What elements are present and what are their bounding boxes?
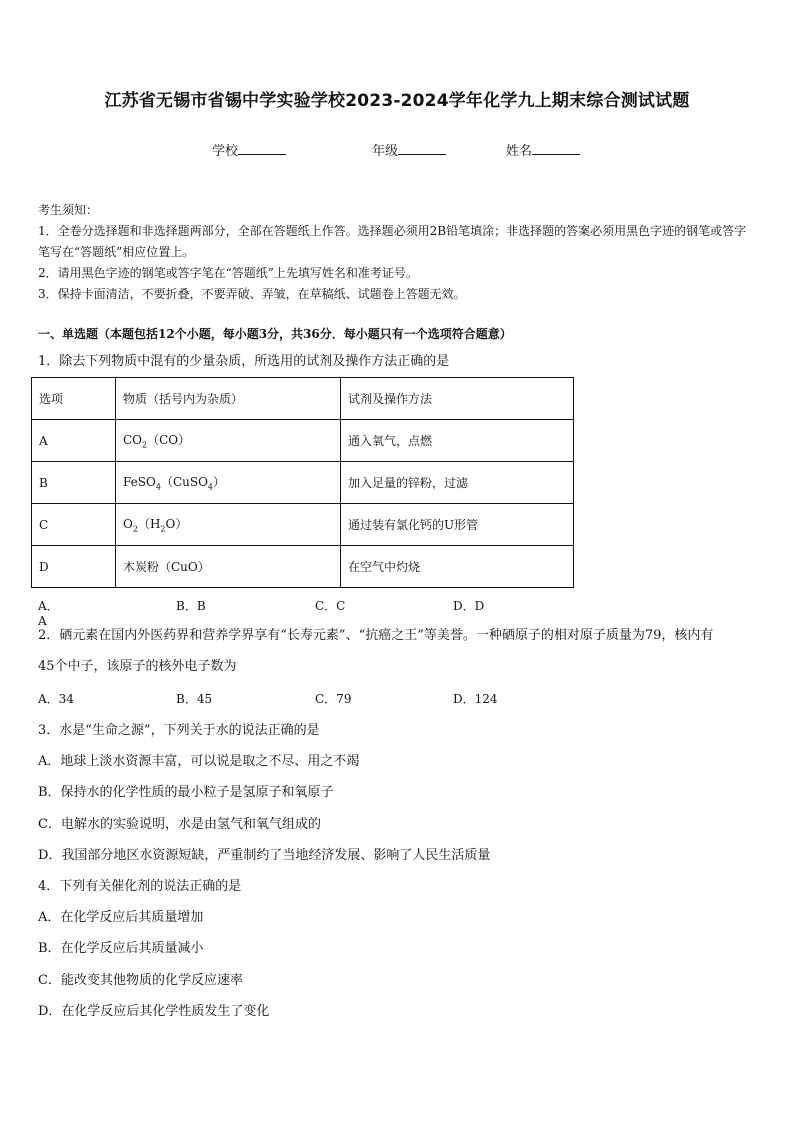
table-cell-substance: $CO_2(CO)$ (116, 420, 341, 462)
table-cell-option: A (32, 420, 116, 462)
choice-c: C．C (315, 599, 346, 613)
notice-item-2: 2．请用黑色字迹的钢笔或答字笔在“答题纸”上先填写姓名和准考证号。 (38, 266, 418, 280)
table-row (32, 546, 574, 588)
question-3-option-c: C．电解水的实验说明，水是由氢气和氧气组成的 (38, 817, 321, 832)
table-cell-method: 加入足量的锌粉，过滤 (341, 462, 574, 504)
notice-item-3: 3．保持卡面清洁，不要折叠，不要弄破、弄皱，在草稿纸、试题卷上答题无效。 (38, 287, 466, 301)
table-header: 选项 (32, 378, 116, 420)
choice-c: C．79 (315, 692, 352, 706)
table-header-row (32, 378, 574, 420)
question-3-option-d: D．我国部分地区水资源短缺，严重制约了当地经济发展、影响了人民生活质量 (38, 848, 491, 863)
notice-item-1: 1．全卷分选择题和非选择题两部分，全部在答题纸上作答。选择题必须用2B铅笔填涂；非选择题的答案必须用黑色字迹的钢笔或答字笔写在“答题纸”相应位置上。 (38, 224, 747, 259)
table-cell-method: 通过装有氯化钙的U形管 (341, 504, 574, 546)
question-2-stem-line2: 45个中子，该原子的核外电子数为 (38, 659, 237, 674)
table-header: 试剂及操作方法 (341, 378, 574, 420)
choice-a: A．34 (38, 692, 74, 706)
table-cell-option: B (32, 462, 116, 504)
choice-d: D．D (453, 599, 485, 613)
question-3-option-a: A．地球上淡水资源丰富，可以说是取之不尽、用之不竭 (38, 754, 360, 769)
section-heading: 一、单选题（本题包括12个小题，每小题3分，共36分．每小题只有一个选项符合题意） (38, 327, 512, 341)
table-cell-option: D (32, 546, 116, 588)
question-4-option-c: C．能改变其他物质的化学反应速率 (38, 973, 243, 988)
question-2-stem-line1: 2．硒元素在国内外医药界和营养学界享有“长寿元素”、“抗癌之王”等美誉。一种硒原子的相对原子质量为79，核内有 (38, 628, 714, 643)
choice-b: B．45 (176, 692, 213, 706)
question-4-option-b: B．在化学反应后其质量减小 (38, 941, 204, 956)
table-cell-method: 在空气中灼烧 (341, 546, 574, 588)
page-title: 江苏省无锡市省锡中学实验学校2023-2024学年化学九上期末综合测试试题 (104, 91, 690, 111)
table-header: 物质（括号内为杂质） (116, 378, 341, 420)
table-cell-substance: FeSO$_4$（CuSO$_4$） (116, 462, 341, 504)
table-row (32, 504, 574, 546)
name-label: 姓名 (506, 144, 533, 159)
question-4-option-a: A．在化学反应后其质量增加 (38, 910, 204, 925)
question-3-option-b: B．保持水的化学性质的最小粒子是氢原子和氧原子 (38, 785, 334, 800)
question-3-stem: 3．水是“生命之源”，下列关于水的说法正确的是 (38, 723, 320, 738)
question-4-option-d: D．在化学反应后其化学性质发生了变化 (38, 1004, 270, 1019)
table-row (32, 420, 574, 462)
choice-b: B．B (176, 599, 206, 613)
name-blank (532, 142, 580, 155)
table-cell-method: 通入氧气，点燃 (341, 420, 574, 462)
school-label: 学校 (212, 144, 239, 159)
question-1-stem: 1．除去下列物质中混有的少量杂质，所选用的试剂及操作方法正确的是 (38, 354, 450, 369)
school-field (212, 140, 286, 159)
choice-d: D．124 (453, 692, 498, 706)
grade-blank (398, 142, 446, 155)
table-cell-option: C (32, 504, 116, 546)
table-cell-substance: 木炭粉（CuO） (116, 546, 341, 588)
notice-heading: 考生须知： (38, 203, 99, 217)
school-blank (238, 142, 286, 155)
name-field (506, 140, 580, 159)
grade-label: 年级 (372, 144, 399, 159)
question-4-stem: 4．下列有关催化剂的说法正确的是 (38, 879, 242, 894)
table-cell-substance: $O_2(H_2O)$ (116, 504, 341, 546)
question-1-table (31, 377, 574, 588)
choice-a: A．A (38, 599, 59, 628)
table-row (32, 462, 574, 504)
grade-field (372, 140, 446, 159)
